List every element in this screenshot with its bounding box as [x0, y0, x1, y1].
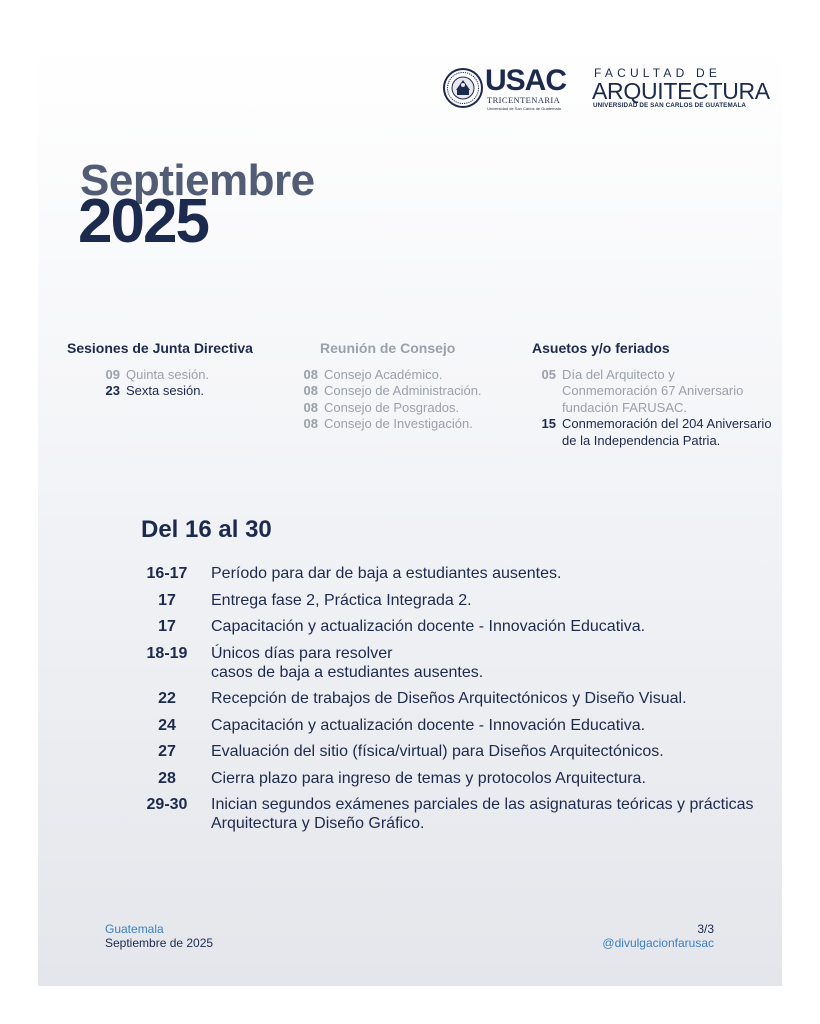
junta-item-text: Sexta sesión.: [126, 383, 205, 398]
junta-heading: Sesiones de Junta Directiva: [67, 340, 253, 356]
junta-item: [92, 367, 277, 384]
asuetos-item-text: Conmemoración del 204 Aniversario de la Independencia Patria.: [562, 416, 772, 448]
event-day: 18-19: [146, 644, 188, 662]
consejo-item-day: 08: [303, 366, 318, 382]
page-number: 3/3: [697, 922, 714, 936]
event-text: Entrega fase 2, Práctica Integrada 2.: [211, 591, 472, 609]
event-text: Capacitación y actualización docente - Innovación Educativa.: [211, 716, 646, 734]
event-day: 17: [158, 618, 176, 635]
event-day: 28: [158, 769, 176, 787]
year-title: 2025: [78, 187, 208, 256]
footer-place: Guatemala: [105, 922, 164, 936]
asuetos-item-text: Día del Arquitecto y Conmemoración 67 Aniversario fundación FARUSAC.: [562, 366, 744, 415]
consejo-item-day: 08: [303, 383, 318, 398]
junta-item-day: 09: [105, 366, 120, 382]
asuetos-item: [532, 416, 772, 449]
event-text: Período para dar de baja a estudiantes ausentes.: [211, 565, 562, 582]
consejo-item: [290, 400, 520, 417]
event-row: [138, 795, 778, 833]
consejo-item-text: Consejo de Investigación.: [324, 416, 473, 431]
facultad-logo: [592, 66, 770, 112]
consejo-item-text: Consejo Académico.: [324, 366, 443, 382]
event-day: 24: [158, 716, 176, 734]
consejo-item-day: 08: [303, 399, 318, 415]
event-day: 22: [158, 690, 176, 707]
usac-tagline: Universidad de San Carlos de Guatemala: [487, 106, 561, 111]
facultad-main: ARQUITECTURA: [592, 78, 770, 104]
event-day: 17: [158, 591, 176, 609]
event-day: 29-30: [146, 796, 188, 813]
event-list: [138, 564, 778, 841]
footer-left: [105, 922, 213, 950]
event-text: Capacitación y actualización docente - Innovación Educativa.: [211, 618, 646, 635]
consejo-item-day: 08: [303, 416, 318, 431]
footer-right: [602, 922, 714, 950]
event-day: 27: [158, 743, 176, 760]
month-title: Septiembre: [80, 156, 315, 205]
consejo-item: [290, 416, 520, 433]
event-text: Evaluación del sitio (física/virtual) para Diseños Arquitectónicos.: [211, 743, 664, 760]
event-row: [138, 689, 778, 708]
event-row: [138, 564, 778, 583]
event-row: [138, 716, 778, 735]
usac-logo: [443, 66, 571, 112]
event-row: [138, 742, 778, 761]
consejo-item-text: Consejo de Administración.: [324, 383, 482, 398]
event-text: [211, 644, 778, 682]
junta-column: [67, 340, 277, 400]
asuetos-item-day: 05: [541, 366, 556, 382]
asuetos-heading: Asuetos y/o feriados: [532, 340, 670, 356]
calendar-card: [38, 44, 782, 986]
junta-item-text: Quinta sesión.: [126, 366, 210, 382]
usac-subtitle: TRICENTENARIA: [487, 95, 561, 105]
event-text: Recepción de trabajos de Diseños Arquitectónicos y Diseño Visual.: [211, 690, 687, 707]
event-row: [138, 591, 778, 610]
usac-seal-icon: [443, 68, 483, 108]
event-day: 16-17: [146, 565, 188, 582]
event-text: Cierra plazo para ingreso de temas y protocolos Arquitectura.: [211, 769, 646, 787]
junta-item: [92, 383, 277, 400]
section-title: Del 16 al 30: [141, 516, 272, 543]
event-text: Inician segundos exámenes parciales de las asignaturas teóricas y prácticas Arquitectura y Diseño Gráfico.: [211, 796, 754, 832]
event-text-line: casos de baja a estudiantes ausentes.: [211, 663, 484, 681]
event-text-line: Únicos días para resolver: [211, 644, 393, 662]
social-handle[interactable]: @divulgacionfarusac: [602, 936, 714, 950]
asuetos-item: [532, 367, 772, 417]
event-row: [138, 644, 778, 682]
junta-item-day: 23: [105, 383, 120, 398]
event-row: [138, 617, 778, 636]
facultad-top: FACULTAD DE: [594, 66, 722, 80]
facultad-bottom: UNIVERSIDAD DE SAN CARLOS DE GUATEMALA: [593, 102, 747, 109]
asuetos-item-day: 15: [541, 416, 556, 431]
asuetos-column: [532, 340, 772, 449]
consejo-column: [290, 340, 520, 433]
consejo-item-text: Consejo de Posgrados.: [324, 399, 460, 415]
consejo-item: [290, 367, 520, 384]
consejo-item: [290, 383, 520, 400]
consejo-heading: Reunión de Consejo: [320, 340, 456, 356]
usac-wordmark: USAC: [485, 64, 567, 97]
event-row: [138, 769, 778, 788]
footer-date: Septiembre de 2025: [105, 936, 214, 950]
